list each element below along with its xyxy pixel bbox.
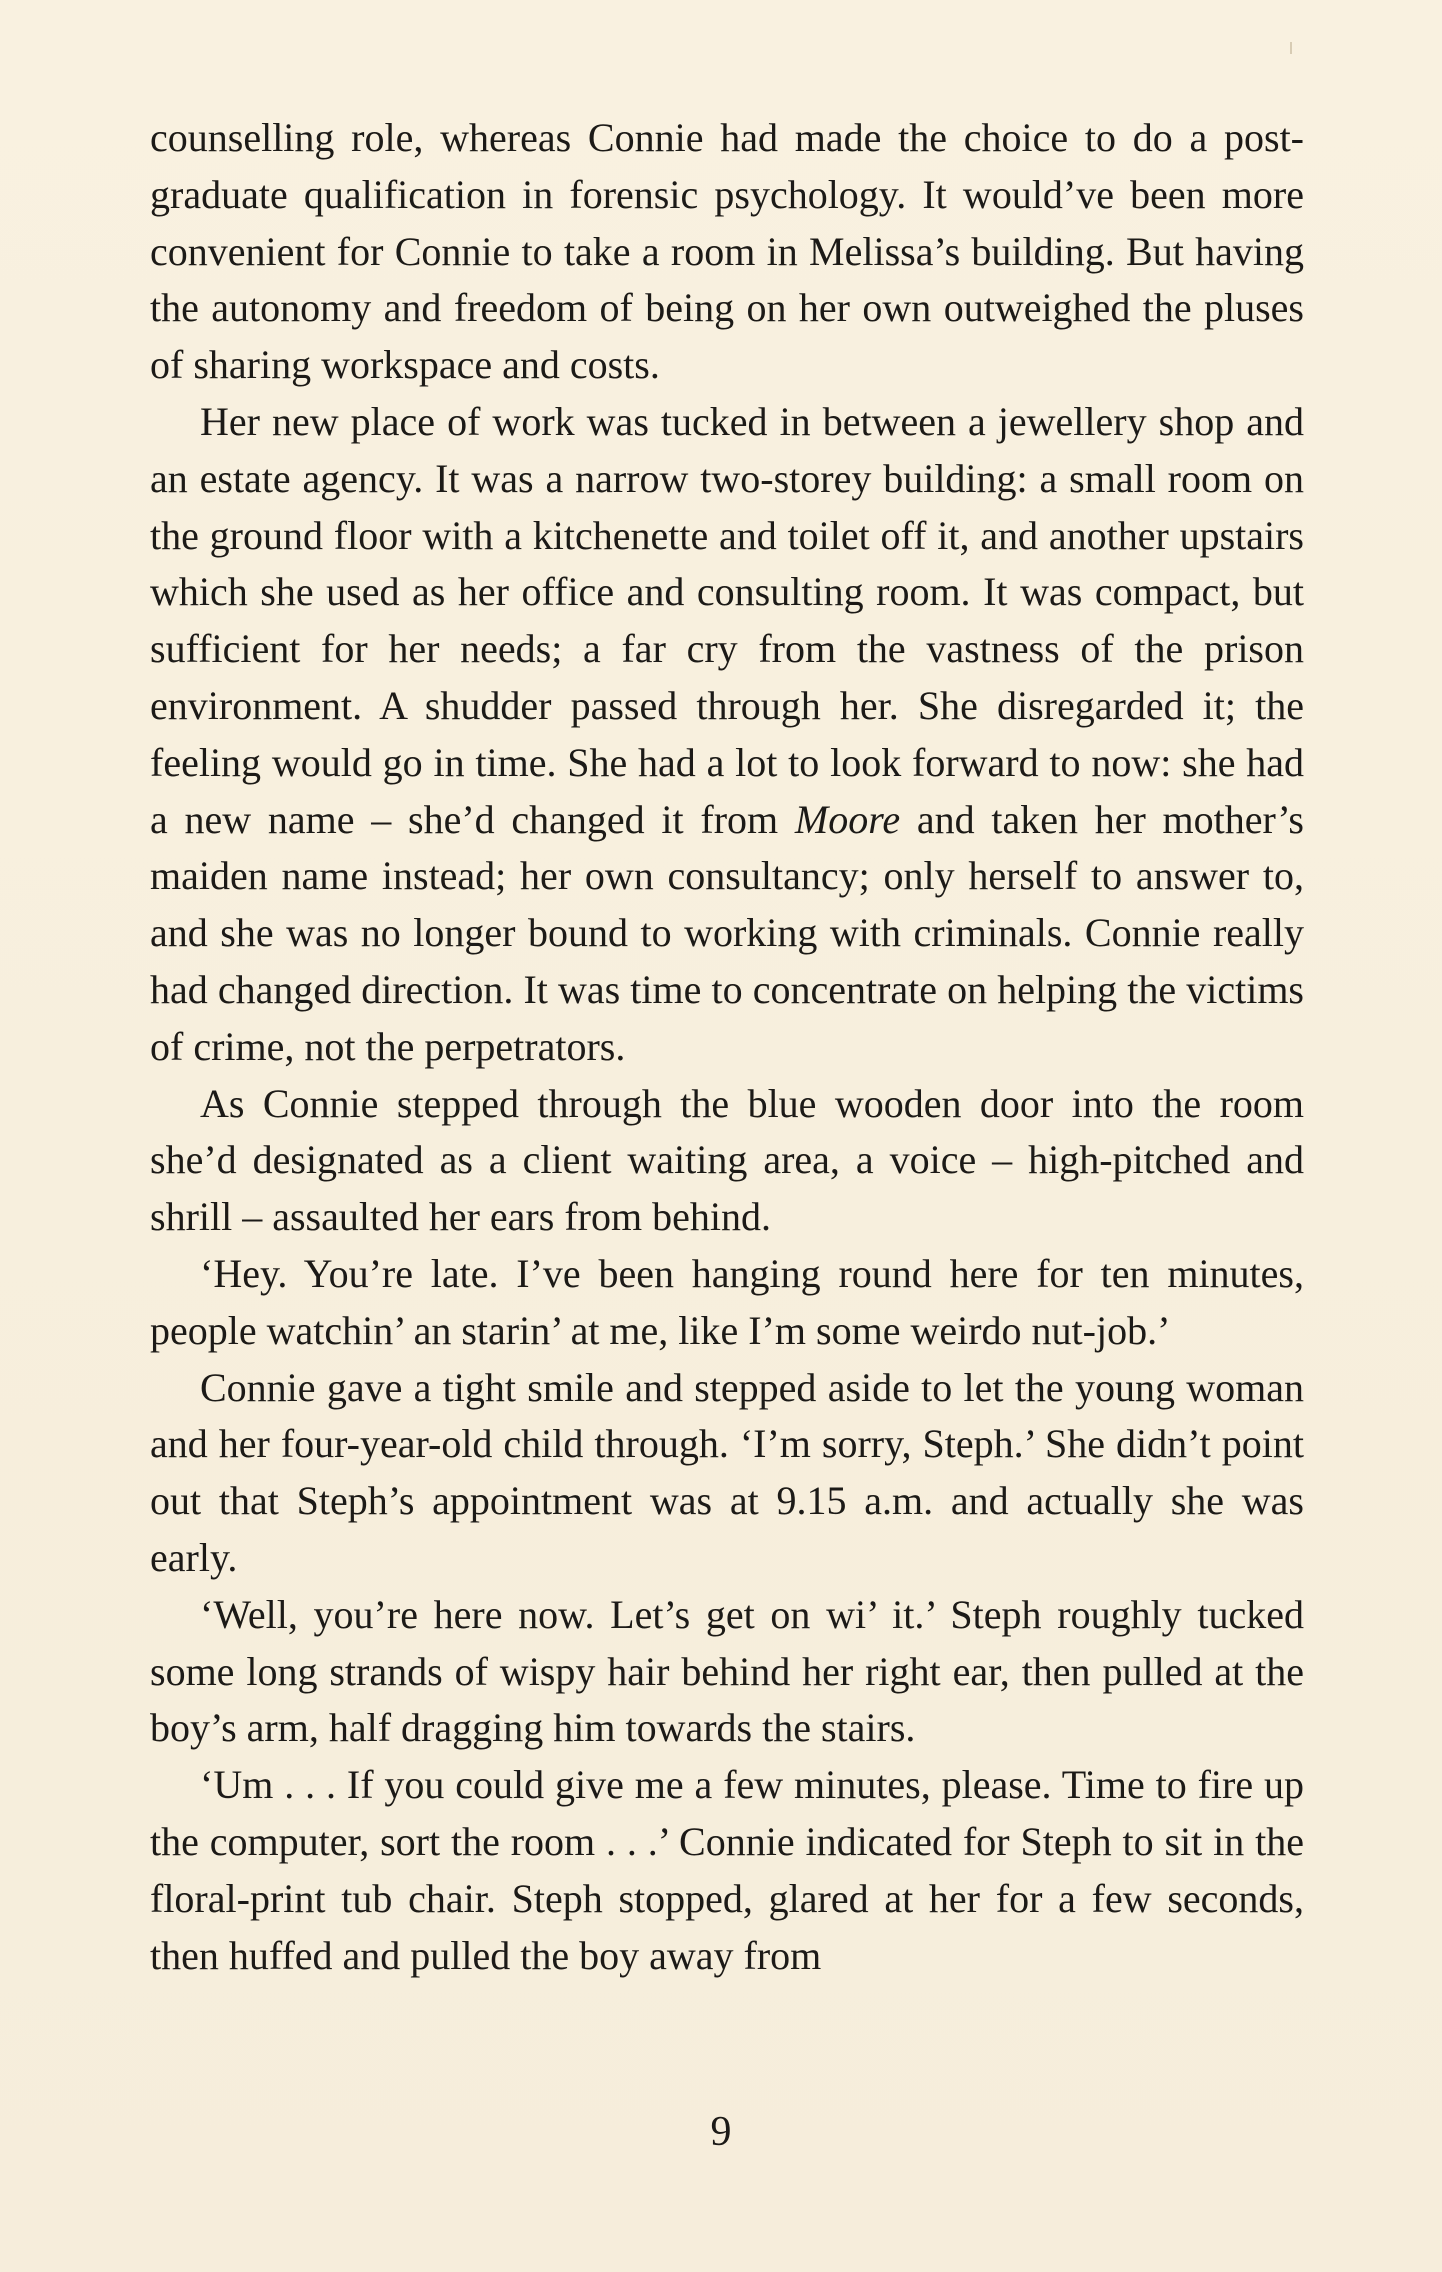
text-run: ‘Well, you’re here now. Let’s get on wi’ it.’ Steph roughly tucked some long strands of wispy hair behind her right ear, then pulled at the boy’s arm, half dragging him towards the stairs. [150, 1591, 1304, 1751]
text-run: ‘Um . . . If you could give me a few minutes, please. Time to fire up the computer, sort the room . . .’ Connie indicated for Steph to sit in the floral-print tub chair. Steph stopped, glared at her for a few seconds, then huffed and pulled the boy away from [150, 1762, 1304, 1978]
page-edge-mark [1290, 42, 1292, 54]
page-number: 9 [710, 2109, 732, 2155]
text-run: and taken her mother’s maiden name instead; her own consultancy; only herself to answer to, and she was no longer bound to working with criminals. Connie really had changed direction. It was time to concentrate on helping the victims of crime, not the perpetrators. [150, 796, 1304, 1069]
paragraph [150, 1587, 1304, 1757]
paragraph [150, 1076, 1304, 1246]
paragraph [150, 110, 1304, 394]
italic-text: Moore [794, 796, 901, 842]
text-run: Her new place of work was tucked in between a jewellery shop and an estate agency. It was a narrow two-storey building: a small room on the ground floor with a kitchenette and toilet off it, and another upstairs which she used as her office and consulting room. It was compact, but sufficient for her needs; a far cry from the vastness of the prison environment. A shudder passed through her. She disregarded it; the feeling would go in time. She had a lot to look forward to now: she had a new name – she’d changed it from [150, 398, 1304, 842]
text-run: ‘Hey. You’re late. I’ve been hanging round here for ten minutes, people watchin’ an starin’ at me, like I’m some weirdo nut-job.’ [150, 1250, 1304, 1353]
paragraph [150, 394, 1304, 1076]
body-text [150, 110, 1304, 1984]
paragraph [150, 1360, 1304, 1587]
text-run: counselling role, whereas Connie had made the choice to do a post-graduate qualification in forensic psychology. It would’ve been more convenient for Connie to take a room in Melissa’s building. But having the autonomy and freedom of being on her own outweighed the pluses of sharing workspace and costs. [150, 115, 1304, 388]
paragraph [150, 1246, 1304, 1360]
text-run: As Connie stepped through the blue wooden door into the room she’d designated as a client waiting area, a voice – high-pitched and shrill – assaulted her ears from behind. [150, 1080, 1304, 1240]
text-run: Connie gave a tight smile and stepped aside to let the young woman and her four-year-old child through. ‘I’m sorry, Steph.’ She didn’t point out that Steph’s appointment was at 9.15 a.m. and actually she was early. [150, 1364, 1304, 1580]
paragraph [150, 1757, 1304, 1984]
